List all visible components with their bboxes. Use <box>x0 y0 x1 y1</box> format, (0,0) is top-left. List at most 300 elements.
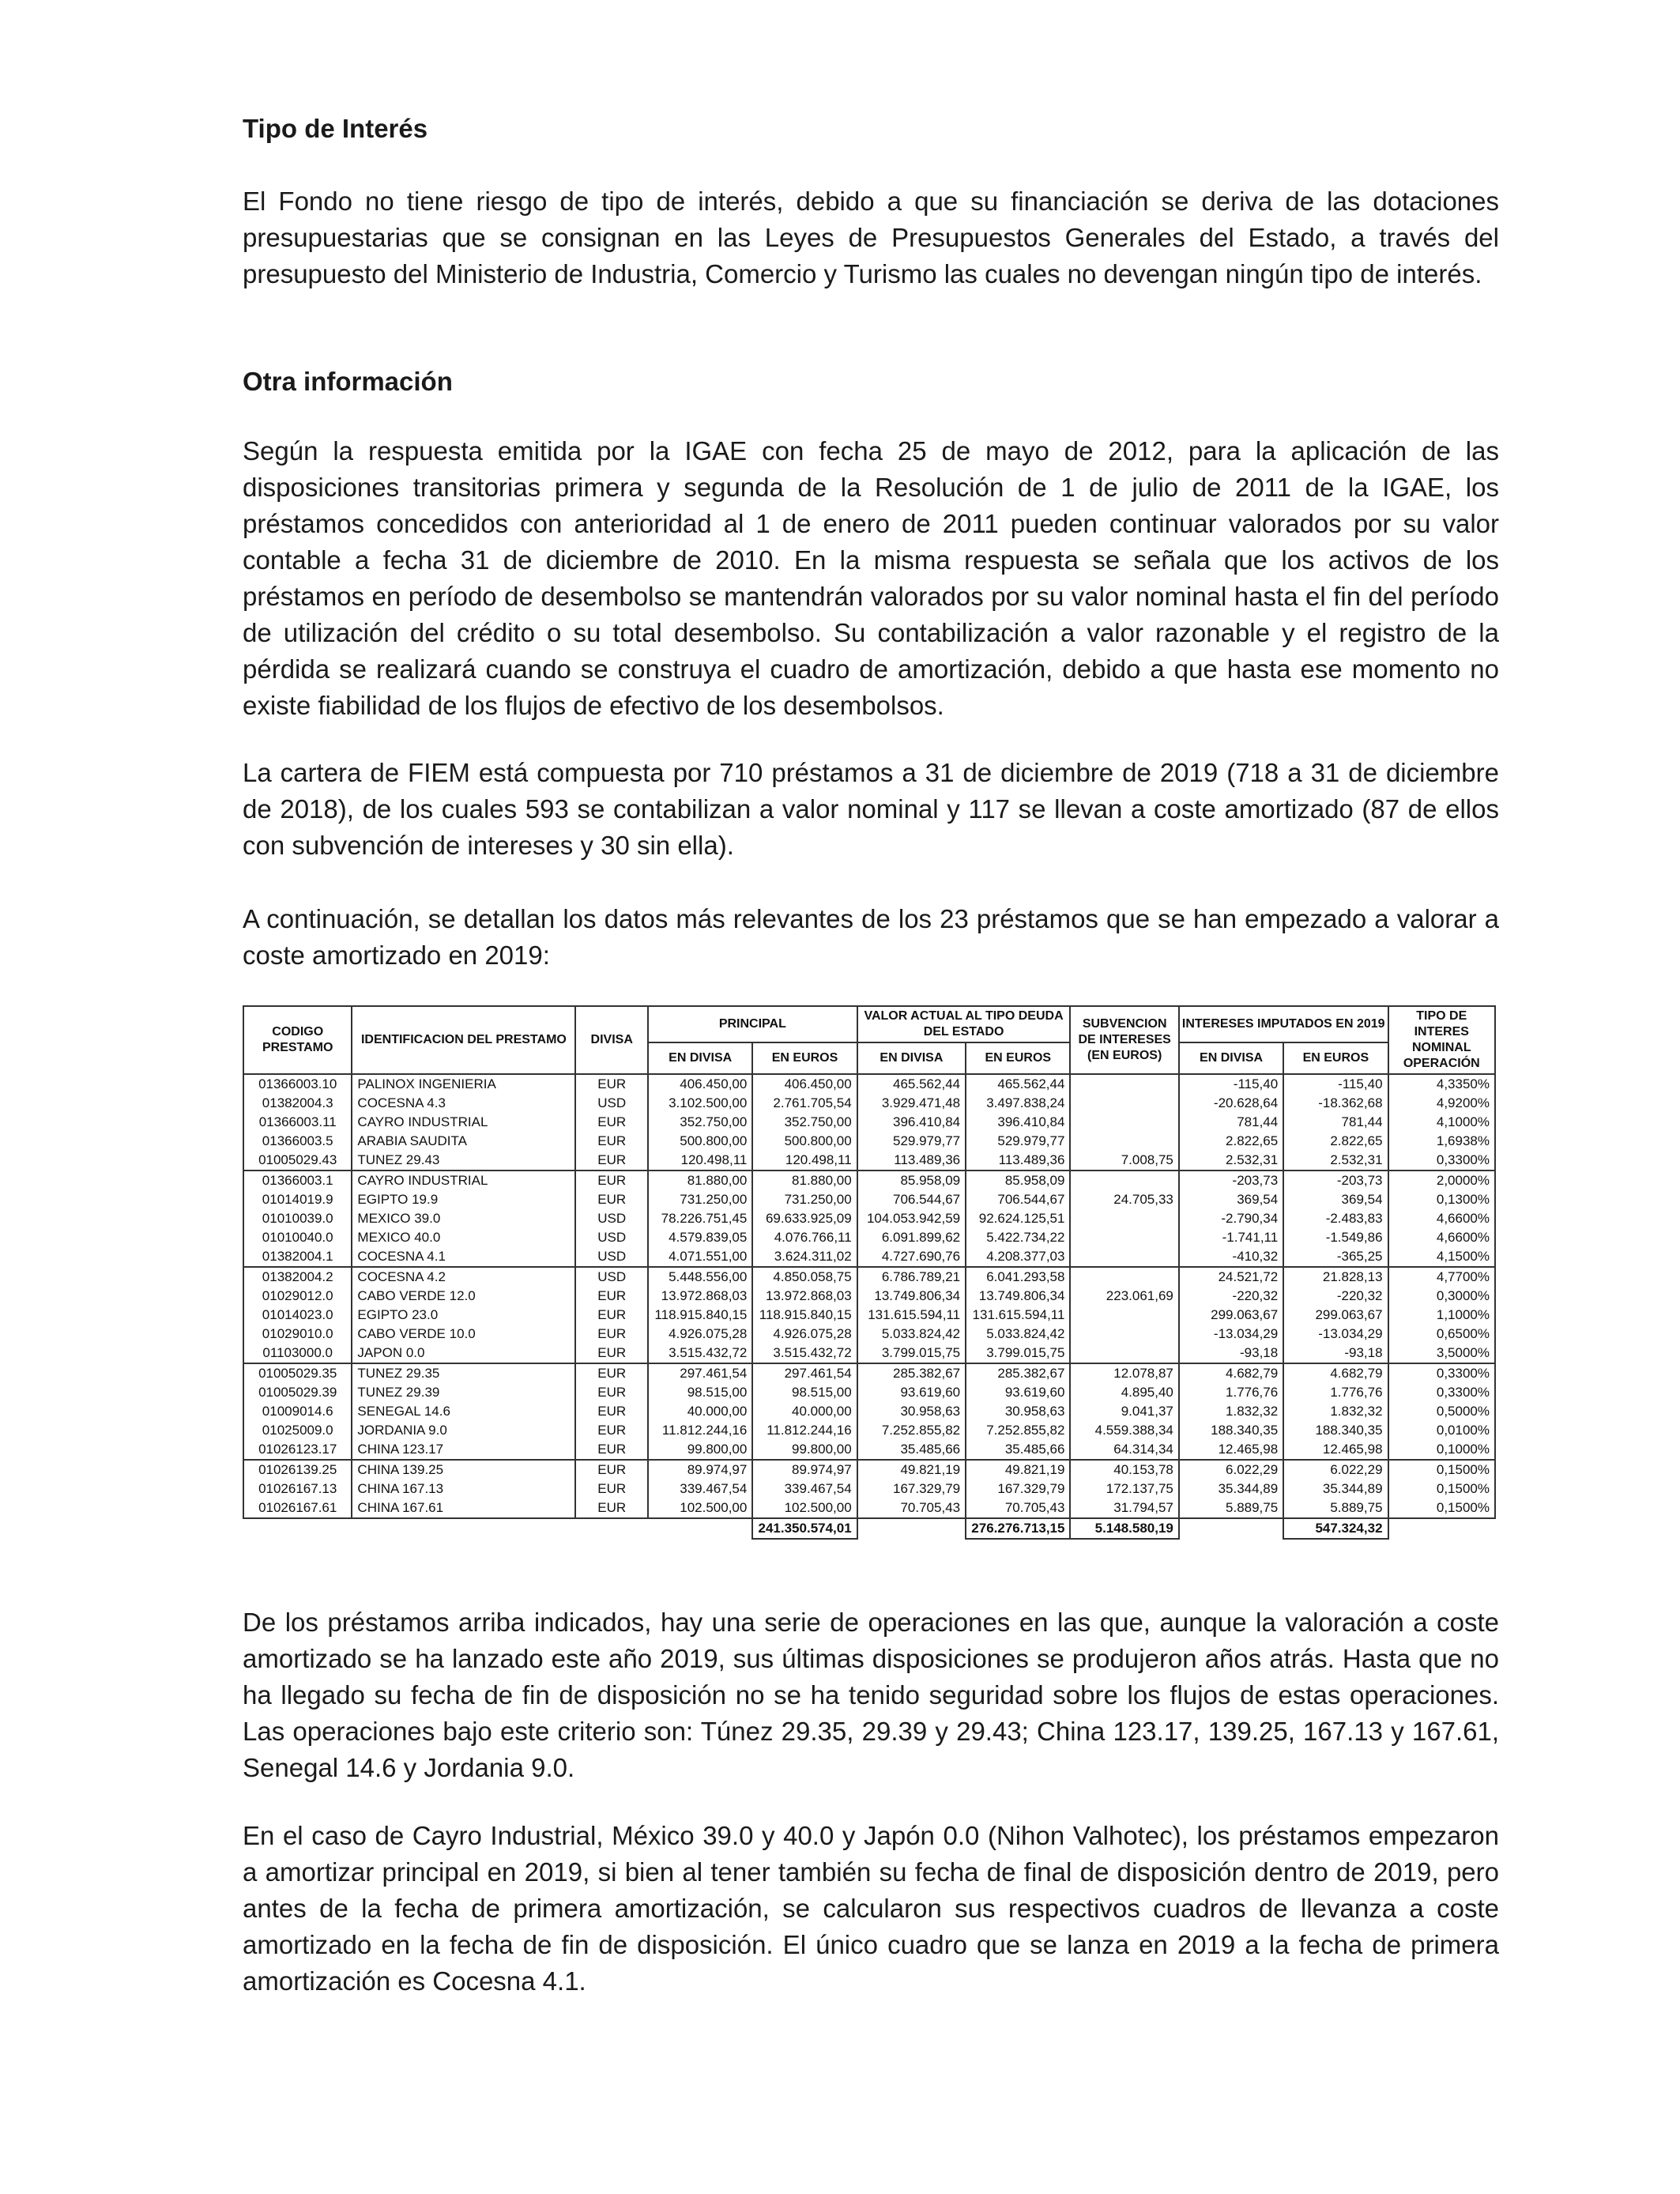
cell-intereses-divisa: 781,44 <box>1179 1113 1283 1132</box>
cell-subvencion: 24.705,33 <box>1070 1190 1178 1209</box>
cell-identificacion: CHINA 123.17 <box>352 1440 575 1460</box>
table-row <box>243 1074 1495 1094</box>
cell-identificacion: EGIPTO 23.0 <box>352 1306 575 1325</box>
cell-principal-divisa: 99.800,00 <box>648 1440 752 1460</box>
cell-subvencion <box>1070 1267 1178 1287</box>
table-row <box>243 1113 1495 1132</box>
section-heading-tipo-interes: Tipo de Interés <box>243 114 428 143</box>
cell-intereses-euros: 1.832,32 <box>1283 1402 1388 1421</box>
cell-tipo-interes: 0,1500% <box>1388 1480 1495 1498</box>
cell-divisa: EUR <box>575 1151 648 1171</box>
cell-identificacion: MEXICO 39.0 <box>352 1209 575 1228</box>
cell-tipo-interes: 4,6600% <box>1388 1209 1495 1228</box>
cell-identificacion: CHINA 167.13 <box>352 1480 575 1498</box>
cell-valor-euros: 70.705,43 <box>966 1498 1070 1518</box>
cell-identificacion: CHINA 139.25 <box>352 1460 575 1480</box>
cell-principal-divisa: 11.812.244,16 <box>648 1421 752 1440</box>
cell-valor-divisa: 113.489,36 <box>857 1151 966 1171</box>
cell-principal-divisa: 89.974,97 <box>648 1460 752 1480</box>
cell-subvencion: 31.794,57 <box>1070 1498 1178 1518</box>
cell-codigo: 01005029.43 <box>243 1151 352 1171</box>
paragraph-operaciones-criterio: De los préstamos arriba indicados, hay una serie de operaciones en las que, aunque la valoración a coste amortizado se ha lanzado este año 2019, sus últimas disposiciones se produjeron años atrás. Hasta que no ha llegado su fecha de fin de disposición no se ha tenido seguridad sobre los flujos de estas operaciones. Las operaciones bajo este criterio son: Túnez 29.35, 29.39 y 29.43; China 123.17, 139.25, 167.13 y 167.61, Senegal 14.6 y Jordania 9.0. <box>243 1608 1499 1782</box>
table-row <box>243 1306 1495 1325</box>
cell-divisa: USD <box>575 1094 648 1113</box>
table-row <box>243 1363 1495 1383</box>
cell-identificacion: CAYRO INDUSTRIAL <box>352 1113 575 1132</box>
cell-intereses-euros: 1.776,76 <box>1283 1383 1388 1402</box>
cell-codigo: 01009014.6 <box>243 1402 352 1421</box>
cell-valor-euros: 465.562,44 <box>966 1074 1070 1094</box>
cell-divisa: EUR <box>575 1440 648 1460</box>
cell-principal-euros: 339.467,54 <box>752 1480 857 1498</box>
cell-tipo-interes: 1,6938% <box>1388 1132 1495 1151</box>
total-principal-euros: 241.350.574,01 <box>752 1518 857 1539</box>
cell-identificacion: CABO VERDE 10.0 <box>352 1325 575 1344</box>
cell-valor-euros: 30.958,63 <box>966 1402 1070 1421</box>
cell-principal-euros: 81.880,00 <box>752 1171 857 1190</box>
cell-divisa: USD <box>575 1247 648 1267</box>
cell-principal-divisa: 297.461,54 <box>648 1363 752 1383</box>
cell-subvencion <box>1070 1325 1178 1344</box>
cell-subvencion: 172.137,75 <box>1070 1480 1178 1498</box>
cell-principal-euros: 69.633.925,09 <box>752 1209 857 1228</box>
cell-subvencion: 4.559.388,34 <box>1070 1421 1178 1440</box>
cell-principal-euros: 2.761.705,54 <box>752 1094 857 1113</box>
cell-identificacion: TUNEZ 29.35 <box>352 1363 575 1383</box>
cell-tipo-interes: 4,1500% <box>1388 1247 1495 1267</box>
header-principal-divisa: EN DIVISA <box>648 1042 752 1074</box>
cell-tipo-interes: 0,1500% <box>1388 1498 1495 1518</box>
cell-intereses-euros: -93,18 <box>1283 1344 1388 1363</box>
cell-divisa: EUR <box>575 1287 648 1306</box>
cell-valor-divisa: 7.252.855,82 <box>857 1421 966 1440</box>
cell-principal-euros: 3.624.311,02 <box>752 1247 857 1267</box>
cell-valor-divisa: 85.958,09 <box>857 1171 966 1190</box>
cell-valor-euros: 92.624.125,51 <box>966 1209 1070 1228</box>
cell-valor-divisa: 13.749.806,34 <box>857 1287 966 1306</box>
cell-tipo-interes: 0,1500% <box>1388 1460 1495 1480</box>
cell-principal-divisa: 3.102.500,00 <box>648 1094 752 1113</box>
table-row <box>243 1460 1495 1480</box>
cell-valor-divisa: 6.786.789,21 <box>857 1267 966 1287</box>
cell-codigo: 01010039.0 <box>243 1209 352 1228</box>
cell-valor-euros: 7.252.855,82 <box>966 1421 1070 1440</box>
cell-intereses-divisa: -203,73 <box>1179 1171 1283 1190</box>
cell-valor-euros: 706.544,67 <box>966 1190 1070 1209</box>
cell-identificacion: SENEGAL 14.6 <box>352 1402 575 1421</box>
cell-intereses-euros: 21.828,13 <box>1283 1267 1388 1287</box>
cell-tipo-interes: 4,7700% <box>1388 1267 1495 1287</box>
totals-blank <box>243 1518 352 1539</box>
cell-principal-euros: 500.800,00 <box>752 1132 857 1151</box>
table-row <box>243 1440 1495 1460</box>
cell-codigo: 01014023.0 <box>243 1306 352 1325</box>
cell-valor-divisa: 49.821,19 <box>857 1460 966 1480</box>
cell-tipo-interes: 0,3300% <box>1388 1363 1495 1383</box>
cell-valor-euros: 85.958,09 <box>966 1171 1070 1190</box>
cell-tipo-interes: 0,1300% <box>1388 1190 1495 1209</box>
cell-principal-euros: 406.450,00 <box>752 1074 857 1094</box>
cell-subvencion: 40.153,78 <box>1070 1460 1178 1480</box>
cell-codigo: 01026139.25 <box>243 1460 352 1480</box>
totals-blank <box>1388 1518 1495 1539</box>
table-row <box>243 1383 1495 1402</box>
cell-codigo: 01382004.2 <box>243 1267 352 1287</box>
cell-identificacion: JAPON 0.0 <box>352 1344 575 1363</box>
cell-identificacion: TUNEZ 29.43 <box>352 1151 575 1171</box>
table-row <box>243 1325 1495 1344</box>
cell-subvencion: 9.041,37 <box>1070 1402 1178 1421</box>
cell-codigo: 01382004.3 <box>243 1094 352 1113</box>
loans-table <box>243 1005 1496 1540</box>
cell-principal-divisa: 81.880,00 <box>648 1171 752 1190</box>
cell-intereses-divisa: 369,54 <box>1179 1190 1283 1209</box>
table-row <box>243 1498 1495 1518</box>
cell-valor-euros: 93.619,60 <box>966 1383 1070 1402</box>
cell-subvencion: 223.061,69 <box>1070 1287 1178 1306</box>
cell-intereses-divisa: 1.832,32 <box>1179 1402 1283 1421</box>
cell-valor-euros: 396.410,84 <box>966 1113 1070 1132</box>
table-row <box>243 1287 1495 1306</box>
cell-valor-euros: 3.799.015,75 <box>966 1344 1070 1363</box>
cell-divisa: EUR <box>575 1498 648 1518</box>
cell-divisa: EUR <box>575 1306 648 1325</box>
cell-principal-divisa: 352.750,00 <box>648 1113 752 1132</box>
cell-intereses-divisa: 2.532,31 <box>1179 1151 1283 1171</box>
cell-principal-euros: 99.800,00 <box>752 1440 857 1460</box>
header-valor-divisa: EN DIVISA <box>857 1042 966 1074</box>
cell-intereses-divisa: 1.776,76 <box>1179 1383 1283 1402</box>
cell-valor-divisa: 3.799.015,75 <box>857 1344 966 1363</box>
cell-principal-divisa: 4.579.839,05 <box>648 1228 752 1247</box>
cell-principal-divisa: 120.498,11 <box>648 1151 752 1171</box>
cell-valor-euros: 167.329,79 <box>966 1480 1070 1498</box>
cell-tipo-interes: 2,0000% <box>1388 1171 1495 1190</box>
table-row <box>243 1421 1495 1440</box>
totals-blank <box>1179 1518 1283 1539</box>
cell-principal-euros: 3.515.432,72 <box>752 1344 857 1363</box>
totals-blank <box>352 1518 575 1539</box>
header-principal-euros: EN EUROS <box>752 1042 857 1074</box>
header-identificacion: IDENTIFICACION DEL PRESTAMO <box>352 1006 575 1074</box>
paragraph-igae-respuesta: Según la respuesta emitida por la IGAE con fecha 25 de mayo de 2012, para la aplicación de las disposiciones transitorias primera y segunda de la Resolución de 1 de julio de 2011 de la IGAE, los préstamos concedidos con anterioridad al 1 de enero de 2011 pueden continuar valorados por su valor contable a fecha 31 de diciembre de 2010. En la misma respuesta se señala que los activos de los préstamos en período de desembolso se mantendrán valorados por su valor nominal hasta el fin del período de utilización del crédito o su total desembolso. Su contabilización a valor razonable y el registro de la pérdida se realizará cuando se construya el cuadro de amortización, debido a que hasta ese momento no existe fiabilidad de los flujos de efectivo de los desembolsos. <box>243 436 1499 720</box>
paragraph-intro-tabla: A continuación, se detallan los datos más relevantes de los 23 préstamos que se han empezado a valorar a coste amortizado en 2019: <box>243 904 1499 970</box>
cell-valor-divisa: 70.705,43 <box>857 1498 966 1518</box>
table-row <box>243 1094 1495 1113</box>
cell-valor-euros: 285.382,67 <box>966 1363 1070 1383</box>
cell-principal-divisa: 500.800,00 <box>648 1132 752 1151</box>
cell-subvencion: 64.314,34 <box>1070 1440 1178 1460</box>
cell-divisa: EUR <box>575 1460 648 1480</box>
cell-principal-divisa: 5.448.556,00 <box>648 1267 752 1287</box>
cell-intereses-divisa: -93,18 <box>1179 1344 1283 1363</box>
cell-tipo-interes: 3,5000% <box>1388 1344 1495 1363</box>
cell-identificacion: CABO VERDE 12.0 <box>352 1287 575 1306</box>
table-row <box>243 1209 1495 1228</box>
cell-codigo: 01366003.11 <box>243 1113 352 1132</box>
cell-principal-euros: 118.915.840,15 <box>752 1306 857 1325</box>
cell-tipo-interes: 0,0100% <box>1388 1421 1495 1440</box>
cell-principal-euros: 4.926.075,28 <box>752 1325 857 1344</box>
cell-identificacion: MEXICO 40.0 <box>352 1228 575 1247</box>
cell-subvencion <box>1070 1228 1178 1247</box>
cell-identificacion: PALINOX INGENIERIA <box>352 1074 575 1094</box>
cell-intereses-divisa: 2.822,65 <box>1179 1132 1283 1151</box>
cell-divisa: USD <box>575 1209 648 1228</box>
cell-identificacion: COCESNA 4.2 <box>352 1267 575 1287</box>
table-row <box>243 1190 1495 1209</box>
cell-divisa: EUR <box>575 1325 648 1344</box>
cell-divisa: EUR <box>575 1074 648 1094</box>
cell-principal-euros: 120.498,11 <box>752 1151 857 1171</box>
cell-valor-euros: 131.615.594,11 <box>966 1306 1070 1325</box>
cell-subvencion: 12.078,87 <box>1070 1363 1178 1383</box>
cell-valor-euros: 5.033.824,42 <box>966 1325 1070 1344</box>
cell-divisa: EUR <box>575 1402 648 1421</box>
cell-codigo: 01382004.1 <box>243 1247 352 1267</box>
cell-intereses-euros: -18.362,68 <box>1283 1094 1388 1113</box>
cell-valor-euros: 3.497.838,24 <box>966 1094 1070 1113</box>
cell-principal-euros: 4.076.766,11 <box>752 1228 857 1247</box>
cell-subvencion <box>1070 1074 1178 1094</box>
cell-principal-divisa: 406.450,00 <box>648 1074 752 1094</box>
cell-principal-divisa: 98.515,00 <box>648 1383 752 1402</box>
table-row <box>243 1267 1495 1287</box>
header-valor-euros: EN EUROS <box>966 1042 1070 1074</box>
cell-subvencion: 4.895,40 <box>1070 1383 1178 1402</box>
cell-tipo-interes: 0,6500% <box>1388 1325 1495 1344</box>
cell-tipo-interes: 0,3300% <box>1388 1151 1495 1171</box>
cell-identificacion: CAYRO INDUSTRIAL <box>352 1171 575 1190</box>
loans-table-body <box>243 1074 1495 1518</box>
header-divisa: DIVISA <box>575 1006 648 1074</box>
cell-subvencion: 7.008,75 <box>1070 1151 1178 1171</box>
cell-divisa: USD <box>575 1267 648 1287</box>
loans-table-container <box>243 1005 1496 1540</box>
cell-tipo-interes: 4,9200% <box>1388 1094 1495 1113</box>
cell-valor-euros: 35.485,66 <box>966 1440 1070 1460</box>
cell-codigo: 01366003.10 <box>243 1074 352 1094</box>
cell-tipo-interes: 4,1000% <box>1388 1113 1495 1132</box>
header-subvencion: SUBVENCION DE INTERESES (EN EUROS) <box>1070 1006 1178 1074</box>
totals-blank <box>857 1518 966 1539</box>
cell-codigo: 01029012.0 <box>243 1287 352 1306</box>
cell-tipo-interes: 0,3300% <box>1388 1383 1495 1402</box>
cell-principal-euros: 731.250,00 <box>752 1190 857 1209</box>
paragraph-tipo-interes: El Fondo no tiene riesgo de tipo de interés, debido a que su financiación se deriva de las dotaciones presupuestarias que se consignan en las Leyes de Presupuestos Generales del Estado, a través del presupuesto del Ministerio de Industria, Comercio y Turismo las cuales no devengan ningún tipo de interés. <box>243 187 1499 288</box>
cell-principal-divisa: 118.915.840,15 <box>648 1306 752 1325</box>
totals-row <box>243 1518 1495 1539</box>
cell-principal-divisa: 339.467,54 <box>648 1480 752 1498</box>
paragraph-cartera-fiem: La cartera de FIEM está compuesta por 710 préstamos a 31 de diciembre de 2019 (718 a 31 de diciembre de 2018), de los cuales 593 se contabilizan a valor nominal y 117 se llevan a coste amortizado (87 de ellos con subvención de intereses y 30 sin ella). <box>243 758 1499 860</box>
cell-intereses-euros: 781,44 <box>1283 1113 1388 1132</box>
header-valor-actual: VALOR ACTUAL AL TIPO DEUDA DEL ESTADO <box>857 1006 1071 1042</box>
cell-principal-euros: 102.500,00 <box>752 1498 857 1518</box>
cell-valor-divisa: 529.979,77 <box>857 1132 966 1151</box>
header-codigo: CODIGO PRESTAMO <box>243 1006 352 1074</box>
cell-identificacion: TUNEZ 29.39 <box>352 1383 575 1402</box>
cell-intereses-divisa: 35.344,89 <box>1179 1480 1283 1498</box>
cell-principal-euros: 89.974,97 <box>752 1460 857 1480</box>
header-intereses-divisa: EN DIVISA <box>1179 1042 1283 1074</box>
cell-tipo-interes: 4,6600% <box>1388 1228 1495 1247</box>
cell-tipo-interes: 0,3000% <box>1388 1287 1495 1306</box>
cell-valor-divisa: 3.929.471,48 <box>857 1094 966 1113</box>
cell-codigo: 01014019.9 <box>243 1190 352 1209</box>
cell-divisa: USD <box>575 1228 648 1247</box>
cell-subvencion <box>1070 1247 1178 1267</box>
cell-subvencion <box>1070 1132 1178 1151</box>
cell-intereses-euros: 2.822,65 <box>1283 1132 1388 1151</box>
cell-codigo: 01026167.13 <box>243 1480 352 1498</box>
table-row <box>243 1344 1495 1363</box>
cell-principal-divisa: 731.250,00 <box>648 1190 752 1209</box>
table-row <box>243 1228 1495 1247</box>
cell-intereses-euros: -220,32 <box>1283 1287 1388 1306</box>
table-row <box>243 1402 1495 1421</box>
cell-intereses-divisa: 12.465,98 <box>1179 1440 1283 1460</box>
cell-intereses-divisa: 299.063,67 <box>1179 1306 1283 1325</box>
cell-divisa: EUR <box>575 1363 648 1383</box>
cell-valor-divisa: 30.958,63 <box>857 1402 966 1421</box>
cell-intereses-euros: -365,25 <box>1283 1247 1388 1267</box>
cell-divisa: EUR <box>575 1113 648 1132</box>
cell-principal-divisa: 40.000,00 <box>648 1402 752 1421</box>
cell-valor-euros: 4.208.377,03 <box>966 1247 1070 1267</box>
cell-valor-divisa: 706.544,67 <box>857 1190 966 1209</box>
cell-intereses-divisa: -13.034,29 <box>1179 1325 1283 1344</box>
cell-codigo: 01005029.39 <box>243 1383 352 1402</box>
cell-intereses-euros: 188.340,35 <box>1283 1421 1388 1440</box>
cell-valor-divisa: 131.615.594,11 <box>857 1306 966 1325</box>
total-valor-actual-euros: 276.276.713,15 <box>966 1518 1070 1539</box>
header-principal: PRINCIPAL <box>648 1006 857 1042</box>
cell-subvencion <box>1070 1094 1178 1113</box>
cell-principal-divisa: 4.926.075,28 <box>648 1325 752 1344</box>
cell-codigo: 01029010.0 <box>243 1325 352 1344</box>
cell-subvencion <box>1070 1209 1178 1228</box>
cell-divisa: EUR <box>575 1480 648 1498</box>
cell-identificacion: ARABIA SAUDITA <box>352 1132 575 1151</box>
cell-principal-euros: 4.850.058,75 <box>752 1267 857 1287</box>
cell-intereses-euros: -1.549,86 <box>1283 1228 1388 1247</box>
cell-valor-euros: 113.489,36 <box>966 1151 1070 1171</box>
cell-valor-divisa: 5.033.824,42 <box>857 1325 966 1344</box>
table-row <box>243 1132 1495 1151</box>
cell-intereses-divisa: 4.682,79 <box>1179 1363 1283 1383</box>
cell-subvencion <box>1070 1344 1178 1363</box>
table-row <box>243 1151 1495 1171</box>
cell-intereses-divisa: -20.628,64 <box>1179 1094 1283 1113</box>
cell-valor-euros: 6.041.293,58 <box>966 1267 1070 1287</box>
cell-codigo: 01366003.5 <box>243 1132 352 1151</box>
cell-valor-euros: 5.422.734,22 <box>966 1228 1070 1247</box>
cell-codigo: 01025009.0 <box>243 1421 352 1440</box>
cell-codigo: 01103000.0 <box>243 1344 352 1363</box>
cell-intereses-divisa: -1.741,11 <box>1179 1228 1283 1247</box>
cell-valor-divisa: 4.727.690,76 <box>857 1247 966 1267</box>
cell-valor-euros: 13.749.806,34 <box>966 1287 1070 1306</box>
cell-codigo: 01026123.17 <box>243 1440 352 1460</box>
cell-divisa: EUR <box>575 1171 648 1190</box>
cell-valor-divisa: 285.382,67 <box>857 1363 966 1383</box>
total-intereses-euros: 547.324,32 <box>1283 1518 1388 1539</box>
header-intereses: INTERESES IMPUTADOS EN 2019 <box>1179 1006 1388 1042</box>
cell-valor-euros: 529.979,77 <box>966 1132 1070 1151</box>
cell-divisa: EUR <box>575 1344 648 1363</box>
cell-intereses-euros: -2.483,83 <box>1283 1209 1388 1228</box>
cell-codigo: 01026167.61 <box>243 1498 352 1518</box>
cell-intereses-euros: 12.465,98 <box>1283 1440 1388 1460</box>
cell-tipo-interes: 1,1000% <box>1388 1306 1495 1325</box>
cell-principal-divisa: 78.226.751,45 <box>648 1209 752 1228</box>
cell-valor-divisa: 93.619,60 <box>857 1383 966 1402</box>
cell-tipo-interes: 0,5000% <box>1388 1402 1495 1421</box>
cell-principal-divisa: 102.500,00 <box>648 1498 752 1518</box>
cell-codigo: 01005029.35 <box>243 1363 352 1383</box>
cell-valor-divisa: 104.053.942,59 <box>857 1209 966 1228</box>
cell-intereses-divisa: -220,32 <box>1179 1287 1283 1306</box>
cell-intereses-euros: 4.682,79 <box>1283 1363 1388 1383</box>
cell-valor-divisa: 167.329,79 <box>857 1480 966 1498</box>
cell-intereses-divisa: -410,32 <box>1179 1247 1283 1267</box>
cell-subvencion <box>1070 1113 1178 1132</box>
cell-intereses-euros: 2.532,31 <box>1283 1151 1388 1171</box>
cell-identificacion: EGIPTO 19.9 <box>352 1190 575 1209</box>
section-heading-otra-informacion: Otra información <box>243 367 453 396</box>
cell-intereses-divisa: 24.521,72 <box>1179 1267 1283 1287</box>
cell-valor-euros: 49.821,19 <box>966 1460 1070 1480</box>
header-intereses-euros: EN EUROS <box>1283 1042 1388 1074</box>
cell-valor-divisa: 465.562,44 <box>857 1074 966 1094</box>
cell-codigo: 01366003.1 <box>243 1171 352 1190</box>
cell-intereses-divisa: 6.022,29 <box>1179 1460 1283 1480</box>
cell-principal-divisa: 4.071.551,00 <box>648 1247 752 1267</box>
paragraph-cayro-mexico-japon: En el caso de Cayro Industrial, México 39.0 y 40.0 y Japón 0.0 (Nihon Valhotec), los préstamos empezaron a amortizar principal en 2019, si bien al tener también su fecha de final de disposición dentro de 2019, pero antes de la fecha de primera amortización, se calcularon sus respectivos cuadros de llevanza a coste amortizado en la fecha de fin de disposición. El único cuadro que se lanza en 2019 a la fecha de primera amortización es Cocesna 4.1. <box>243 1821 1499 1996</box>
cell-intereses-euros: 369,54 <box>1283 1190 1388 1209</box>
cell-intereses-euros: 35.344,89 <box>1283 1480 1388 1498</box>
cell-principal-euros: 352.750,00 <box>752 1113 857 1132</box>
cell-intereses-divisa: -115,40 <box>1179 1074 1283 1094</box>
header-tipo-interes: TIPO DE INTERES NOMINAL OPERACIÓN <box>1388 1006 1495 1074</box>
cell-principal-euros: 40.000,00 <box>752 1402 857 1421</box>
cell-principal-euros: 98.515,00 <box>752 1383 857 1402</box>
cell-intereses-divisa: 188.340,35 <box>1179 1421 1283 1440</box>
cell-identificacion: COCESNA 4.1 <box>352 1247 575 1267</box>
cell-valor-divisa: 6.091.899,62 <box>857 1228 966 1247</box>
cell-principal-divisa: 13.972.868,03 <box>648 1287 752 1306</box>
cell-intereses-euros: 6.022,29 <box>1283 1460 1388 1480</box>
cell-intereses-euros: -13.034,29 <box>1283 1325 1388 1344</box>
cell-identificacion: COCESNA 4.3 <box>352 1094 575 1113</box>
cell-intereses-divisa: 5.889,75 <box>1179 1498 1283 1518</box>
cell-divisa: EUR <box>575 1132 648 1151</box>
cell-divisa: EUR <box>575 1383 648 1402</box>
cell-valor-divisa: 35.485,66 <box>857 1440 966 1460</box>
cell-intereses-euros: -203,73 <box>1283 1171 1388 1190</box>
cell-valor-divisa: 396.410,84 <box>857 1113 966 1132</box>
total-subvencion: 5.148.580,19 <box>1070 1518 1178 1539</box>
cell-principal-euros: 297.461,54 <box>752 1363 857 1383</box>
cell-intereses-euros: -115,40 <box>1283 1074 1388 1094</box>
cell-divisa: EUR <box>575 1421 648 1440</box>
cell-intereses-euros: 299.063,67 <box>1283 1306 1388 1325</box>
cell-principal-euros: 13.972.868,03 <box>752 1287 857 1306</box>
cell-intereses-euros: 5.889,75 <box>1283 1498 1388 1518</box>
table-row <box>243 1171 1495 1190</box>
cell-identificacion: JORDANIA 9.0 <box>352 1421 575 1440</box>
cell-identificacion: CHINA 167.61 <box>352 1498 575 1518</box>
